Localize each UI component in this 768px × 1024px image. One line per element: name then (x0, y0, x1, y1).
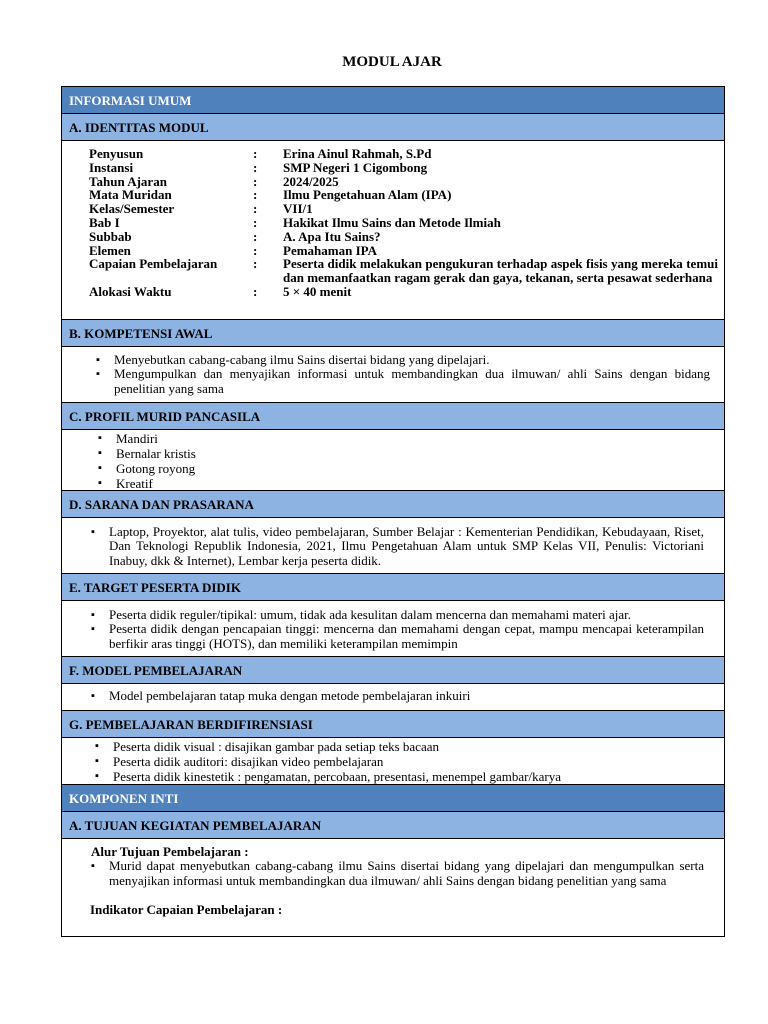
section-header-tujuan: A. TUJUAN KEGIATAN PEMBELAJARAN (62, 812, 724, 839)
profil-body (62, 430, 724, 491)
list-item: ▪ Model pembelajaran tatap muka dengan metode pembelajaran inkuiri (109, 689, 704, 703)
section-header-target: E. TARGET PESERTA DIDIK (62, 574, 724, 601)
identitas-row: Subbab : A. Apa Itu Sains? (89, 228, 381, 244)
list-item: ▪ Mandiri (116, 431, 710, 446)
section-header-profil-murid: C. PROFIL MURID PANCASILA (62, 403, 724, 430)
list-item: ▪ Bernalar kristis (116, 446, 710, 461)
list-item: ▪ Peserta didik visual : disajikan gambar pada setiap teks bacaan (113, 739, 710, 754)
identitas-table (62, 147, 724, 299)
tujuan-body (62, 839, 724, 936)
section-header-kompetensi-awal: B. KOMPETENSI AWAL (62, 320, 724, 347)
identitas-row: Instansi : SMP Negeri 1 Cigombong (89, 159, 428, 175)
identitas-row: Kelas/Semester : VII/1 (89, 201, 313, 217)
list-item: ▪ Mengumpulkan dan menyajikan informasi untuk membandingkan dua ilmuwan/ ahli Sains dengan bidang penelitian yang sama (114, 367, 710, 396)
identitas-row: Penyusun : Erina Ainul Rahmah, S.Pd (89, 146, 432, 161)
list-item: ▪ Peserta didik auditori: disajikan video pembelajaran (113, 754, 710, 769)
list-item: ▪ Menyebutkan cabang-cabang ilmu Sains disertai bidang yang dipelajari. (114, 353, 710, 367)
section-header-informasi-umum: INFORMASI UMUM (62, 87, 724, 114)
section-header-komponen-inti: KOMPONEN INTI (62, 785, 724, 812)
identitas-body (62, 141, 724, 320)
identitas-row: Alokasi Waktu : 5 × 40 menit (89, 283, 352, 299)
section-header-identitas-modul: A. IDENTITAS MODUL (62, 114, 724, 141)
section-header-sarana: D. SARANA DAN PRASARANA (62, 491, 724, 518)
sarana-body (62, 518, 724, 574)
diferensiasi-body (62, 738, 724, 785)
model-body (62, 684, 724, 711)
list-item: ▪ Peserta didik kinestetik : pengamatan, percobaan, presentasi, menempel gambar/karya (113, 769, 710, 784)
kompetensi-body (62, 347, 724, 403)
indikator-label: Indikator Capaian Pembelajaran : (90, 902, 283, 918)
list-item: ▪ Kreatif (116, 476, 710, 491)
page-title: MODUL AJAR (342, 54, 442, 70)
identitas-row: Elemen : Pemahaman IPA (89, 242, 378, 258)
list-item: ▪ Peserta didik dengan pencapaian tinggi: mencerna dan memahami dengan cepat, mampu mencapai keterampilan berfikir aras tinggi (HOTS), dan memiliki keterampilan memimpin (109, 622, 704, 651)
target-body (62, 601, 724, 657)
alur-label: Alur Tujuan Pembelajaran : (91, 844, 249, 859)
identitas-row: Bab I : Hakikat Ilmu Sains dan Metode Ilmiah (89, 214, 501, 230)
identitas-row: Tahun Ajaran : 2024/2025 (89, 173, 339, 189)
list-item: ▪ Murid dapat menyebutkan cabang-cabang ilmu Sains disertai bidang yang dipelajari dan mengumpulkan serta menyajikan informasi untuk membandingkan dua ilmuwan/ ahli Sains dengan bidang penelitian yang sama (109, 859, 704, 888)
section-header-diferensiasi: G. PEMBELAJARAN BERDIFIRENSIASI (62, 711, 724, 738)
identitas-row: Mata Muridan : Ilmu Pengetahuan Alam (IPA) (89, 187, 452, 203)
list-item: ▪ Laptop, Proyektor, alat tulis, video pembelajaran, Sumber Belajar : Kementerian Pendidikan, Kebudayaan, Riset, Dan Teknologi Republik Indonesia, 2021, Ilmu Pengetahuan Alam untuk SMP Kelas VII, Penulis: Victoriani Inabuy, dkk & Internet), Lembar kerja peserta didik. (109, 525, 704, 568)
section-header-model: F. MODEL PEMBELAJARAN (62, 657, 724, 684)
list-item: ▪ Peserta didik reguler/tipikal: umum, tidak ada kesulitan dalam mencerna dan memahami materi ajar. (109, 608, 704, 622)
list-item: ▪ Gotong royong (116, 461, 710, 476)
identitas-row: Capaian Pembelajaran : Peserta didik melakukan pengukuran terhadap aspek fisis yang mereka temui dan memanfaatkan ragam gerak dan gaya, tekanan, serta pesawat sederhana (89, 256, 718, 286)
module-document (61, 86, 725, 937)
